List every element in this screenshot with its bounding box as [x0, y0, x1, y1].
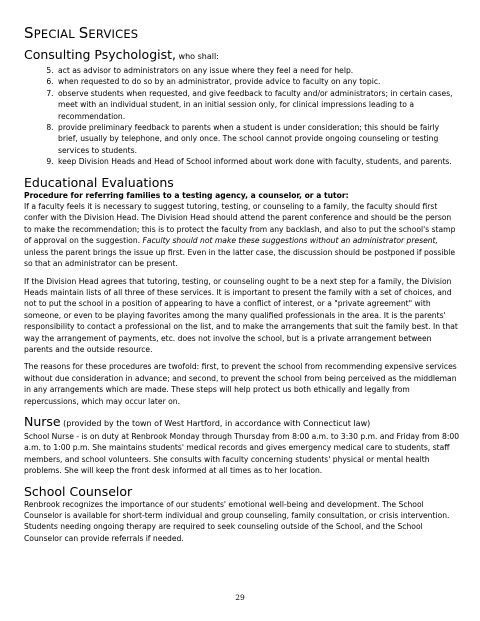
- title-rest-2: ERVICES: [88, 27, 139, 41]
- nurse-heading: Nurse (provided by the town of West Hartford, in accordance with Connecticut law): [24, 413, 371, 429]
- psychologist-heading: Consulting Psychologist, who shall:: [24, 47, 219, 62]
- list-item: 7. observe students when requested, and give feedback to faculty and/or administrators; in certain cases, meet with an individual student, in an initial session only, for clinical impressions leading to a recommendation.: [56, 88, 460, 122]
- psychologist-section: [24, 48, 460, 168]
- document-page: [24, 24, 460, 544]
- list-item: 6. when requested to do so by an administrator, provide advice to faculty on any topic.: [56, 76, 460, 87]
- nurse-body: School Nurse - is on duty at Renbrook Monday through Thursday from 8:00 a.m. to 3:30 p.m. and Friday from 8:00 a.m. to 1:00 p.m. She maintains students' medical records and gives emergency medical care to students, staff members, and school volunteers. She consults with faculty concerning students' physical or mental health problems. She will keep the front desk informed at all times as to her location.: [24, 431, 460, 476]
- nurse-section: [24, 415, 460, 477]
- counselor-section: [24, 485, 460, 545]
- list-item: 8. provide preliminary feedback to parents when a student is under consideration; this should be fairly brief, usually by telephone, and only once. The school cannot provide ongoing counseling or testing services to students.: [56, 122, 460, 156]
- title-initial: S: [24, 24, 34, 42]
- evaluations-paragraph-2: If the Division Head agrees that tutoring, testing, or counseling ought to be a next step for a family, the Division Heads maintain lists of all three of these services. It is important to present the family with a set of choices, and not to put the school in a position of appearing to have a conflict of interest, or a "private agreement" with someone, or even to be playing favorites among the many qualified professionals in the area. It is the parents' responsibility to contact a professional on the list, and to make the arrangements that suit the family best. In that way the arrangement of payments, etc. does not involve the school, but is a private arrangement between parents and the outside resource.: [24, 276, 458, 354]
- counselor-heading: School Counselor: [24, 483, 133, 499]
- psychologist-duties-list: [24, 65, 460, 168]
- list-item: 5. act as advisor to administrators on any issue where they feel a need for help.: [56, 65, 460, 76]
- evaluations-paragraph-3: The reasons for these procedures are twofold: first, to prevent the school from recommending expensive services without due consideration in advance; and second, to prevent the school from being perceived as the middleman in any arrangements which are made. These steps will help protect us both ethically and legally from repercussions, which may occur later on.: [24, 362, 457, 406]
- evaluations-heading: Educational Evaluations: [24, 174, 174, 190]
- evaluations-section: [24, 176, 460, 407]
- evaluations-subheading: Procedure for referring families to a testing agency, a counselor, or a tutor:: [24, 190, 349, 200]
- page-number: 29: [235, 593, 245, 602]
- list-item: 9. keep Division Heads and Head of School informed about work done with faculty, students, and parents.: [56, 156, 460, 167]
- evaluations-paragraph-1: If a faculty feels it is necessary to suggest tutoring, testing, or counseling to a family, the faculty should first confer with the Division Head. The Division Head should attend the parent conference and should be the person to make the recommendation; this is to protect the faculty from any backlash, and also to put the school's stamp of approval on the suggestion. Faculty should not make these suggestions without an administrator present, unless the parent brings the issue up first. Even in the latter case, the discussion should be postponed if possible so that an administrator can be present.: [24, 202, 456, 269]
- counselor-body: Renbrook recognizes the importance of our students' emotional well-being and development. The School Counselor is available for short-term individual and group counseling, family consultation, or crisis intervention. Students needing ongoing therapy are required to seek counseling outside of the School, and the School Counselor can provide referrals if needed.: [24, 499, 450, 543]
- title-rest: PECIAL: [33, 27, 79, 41]
- title-initial-2: S: [78, 24, 89, 42]
- section-title: [24, 24, 460, 42]
